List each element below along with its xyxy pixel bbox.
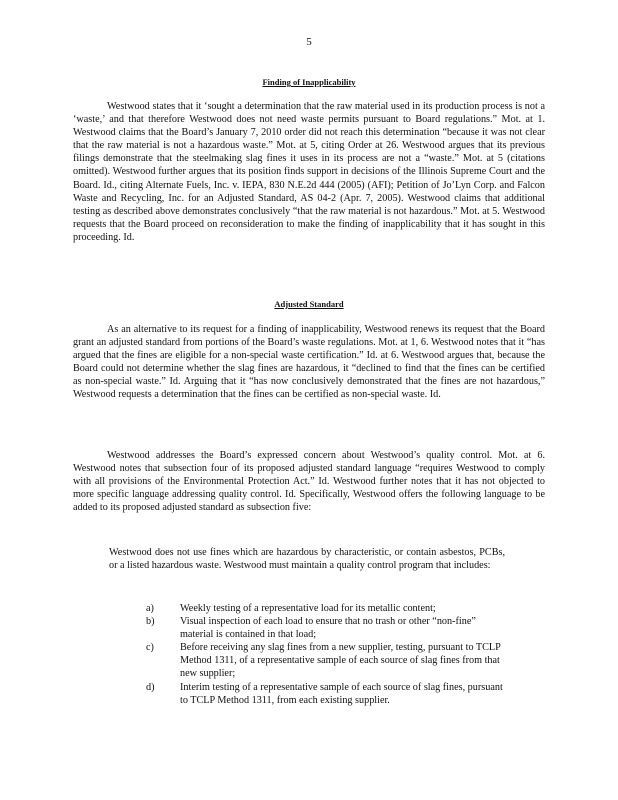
list-item [146, 615, 506, 641]
heading-text: Adjusted Standard [274, 299, 344, 309]
list-text: Visual inspection of each load to ensure that no trash or other “non-fine” material is contained in that load; [180, 616, 476, 641]
paragraph-adjusted-standard-2: Westwood addresses the Board’s expressed concern about Westwood’s quality control. Mot. at 6. Westwood notes that subsection four of its proposed adjusted standard language “requires Westwood to comply with all provisions of the Environmental Protection Act.” Id. Westwood further notes that it has not objected to more specific language addressing quality control. Id. Specifically, Westwood offers the following language to be added to its proposed adjusted standard as subsection five: [73, 450, 545, 514]
heading-text: Finding of Inapplicability [262, 77, 356, 87]
list-item [146, 681, 506, 707]
list-text: Interim testing of a representative sample of each source of slag fines, pursuant to TCLP Method 1311, from each existing supplier. [180, 681, 503, 706]
block-quote: Westwood does not use fines which are hazardous by characteristic, or contain asbestos, PCBs, or a listed hazardous waste. Westwood must maintain a quality control program that includes: [109, 547, 505, 572]
heading-finding-of-inapplicability [0, 77, 618, 87]
list-marker: b) [146, 616, 155, 628]
page-number: 5 [306, 36, 312, 48]
paragraph-adjusted-standard-1: As an alternative to its request for a finding of inapplicability, Westwood renews its request that the Board grant an adjusted standard from portions of the Board’s waste regulations. Mot. at 1, 6. Westwood notes that it “has argued that the fines are eligible for a non-special waste certification.” Id. at 6. Westwood argues that, because the Board could not determine whether the slag fines are hazardous, it “declined to find that the fines can be certified as non-special waste.” Id. Arguing that it “has now conclusively demonstrated that the fines are not hazardous,” Westwood requests a determination that the fines can be certified as non-special waste. Id. [73, 324, 545, 401]
list-text: Weekly testing of a representative load for its metallic content; [180, 603, 436, 614]
list-marker: d) [146, 681, 155, 693]
list-text: Before receiving any slag fines from a new supplier, testing, pursuant to TCLP Method 1311, of a representative sample of each source of slag fines from that new supplier; [180, 642, 501, 680]
paragraph-inapplicability: Westwood states that it ‘sought a determination that the raw material used in its production process is not a ‘waste,’ and that therefore Westwood does not need waste permits pursuant to Board regulations.” Mot. at 1. Westwood claims that the Board’s January 7, 2010 order did not reach this determination “because it was not clear that the raw material is not a hazardous waste.” Mot. at 5, citing Order at 26. Westwood argues that its previous filings demonstrate that the steelmaking slag fines it uses in its process are not a “waste.” Mot. at 5 (citations omitted). Westwood further argues that its position finds support in decisions of the Illinois Supreme Court and the Board. Id., citing Alternate Fuels, Inc. v. IEPA, 830 N.E.2d 444 (2005) (AFI); Petition of Jo’Lyn Corp. and Falcon Waste and Recycling, Inc. for an Adjusted Standard, AS 04-2 (Apr. 7, 2005). Westwood claims that additional testing as described above demonstrates conclusively “that the raw material is not hazardous.” Mot. at 5. Westwood requests that the Board proceed on reconsideration to make the finding of inapplicability that it has sought in this proceeding. Id. [73, 101, 545, 243]
quality-control-list [146, 602, 506, 707]
list-item [146, 602, 506, 615]
list-marker: a) [146, 603, 154, 614]
list-marker: c) [146, 642, 154, 654]
list-item [146, 641, 506, 680]
heading-adjusted-standard [0, 299, 618, 309]
